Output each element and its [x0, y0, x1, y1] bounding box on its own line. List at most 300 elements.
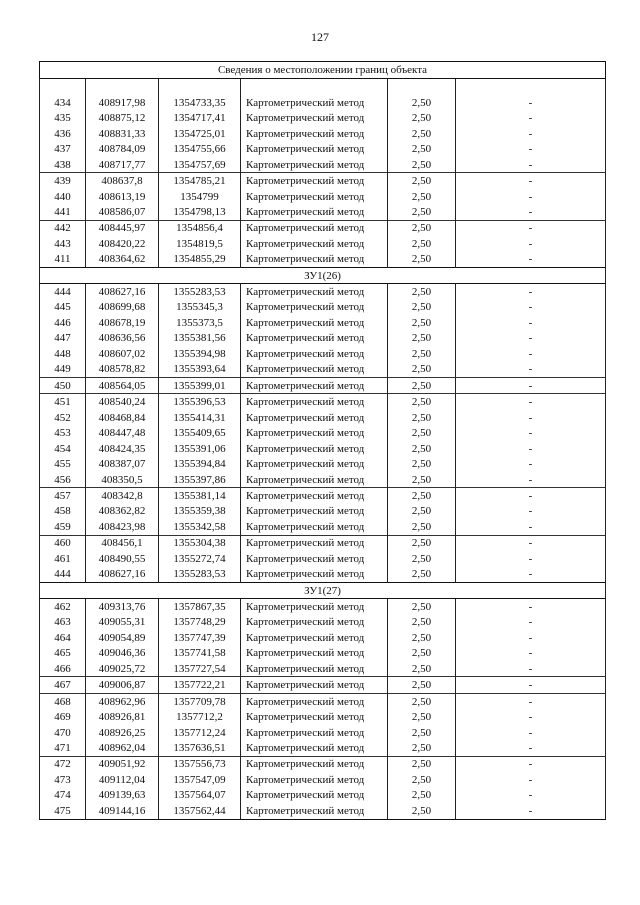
x-coordinate: 408424,35 — [86, 441, 159, 456]
note-value: - — [456, 173, 606, 189]
accuracy-value: 2,50 — [388, 661, 456, 677]
x-coordinate: 408387,07 — [86, 456, 159, 471]
determination-method: Картометрический метод — [241, 599, 388, 615]
x-coordinate: 408362,82 — [86, 504, 159, 519]
determination-method: Картометрический метод — [241, 377, 388, 393]
table-row — [40, 472, 606, 488]
y-coordinate: 1354733,35 — [159, 95, 241, 110]
point-number: 473 — [40, 772, 86, 787]
y-coordinate: 1355359,38 — [159, 504, 241, 519]
accuracy-value: 2,50 — [388, 362, 456, 378]
accuracy-value: 2,50 — [388, 551, 456, 566]
determination-method: Картометрический метод — [241, 284, 388, 300]
determination-method: Картометрический метод — [241, 141, 388, 156]
x-coordinate: 408784,09 — [86, 141, 159, 156]
point-number: 441 — [40, 204, 86, 220]
determination-method: Картометрический метод — [241, 236, 388, 251]
accuracy-value: 2,50 — [388, 709, 456, 724]
determination-method: Картометрический метод — [241, 645, 388, 660]
accuracy-value: 2,50 — [388, 645, 456, 660]
y-coordinate: 1354757,69 — [159, 157, 241, 173]
note-value: - — [456, 284, 606, 300]
note-value: - — [456, 377, 606, 393]
note-value: - — [456, 189, 606, 204]
point-number: 474 — [40, 788, 86, 803]
determination-method: Картометрический метод — [241, 677, 388, 693]
determination-method: Картометрический метод — [241, 126, 388, 141]
table-row — [40, 236, 606, 251]
x-coordinate: 409025,72 — [86, 661, 159, 677]
accuracy-value: 2,50 — [388, 677, 456, 693]
determination-method: Картометрический метод — [241, 220, 388, 236]
determination-method: Картометрический метод — [241, 173, 388, 189]
table-row — [40, 615, 606, 630]
y-coordinate: 1355345,3 — [159, 300, 241, 315]
note-value: - — [456, 677, 606, 693]
table-row — [40, 394, 606, 410]
table-caption: Сведения о местоположении границ объекта — [40, 62, 606, 79]
accuracy-value: 2,50 — [388, 504, 456, 519]
note-value: - — [456, 220, 606, 236]
determination-method: Картометрический метод — [241, 551, 388, 566]
accuracy-value: 2,50 — [388, 126, 456, 141]
note-value: - — [456, 567, 606, 583]
x-coordinate: 408564,05 — [86, 377, 159, 393]
point-number: 411 — [40, 252, 86, 268]
y-coordinate: 1354819,5 — [159, 236, 241, 251]
accuracy-value: 2,50 — [388, 456, 456, 471]
table-row — [40, 189, 606, 204]
determination-method: Картометрический метод — [241, 772, 388, 787]
y-coordinate: 1357867,35 — [159, 599, 241, 615]
note-value: - — [456, 615, 606, 630]
note-value: - — [456, 362, 606, 378]
accuracy-value: 2,50 — [388, 725, 456, 740]
note-value: - — [456, 630, 606, 645]
note-value: - — [456, 772, 606, 787]
accuracy-value: 2,50 — [388, 803, 456, 819]
point-number: 457 — [40, 488, 86, 504]
note-value: - — [456, 441, 606, 456]
accuracy-value: 2,50 — [388, 535, 456, 551]
accuracy-value: 2,50 — [388, 410, 456, 425]
x-coordinate: 408445,97 — [86, 220, 159, 236]
y-coordinate: 1357727,54 — [159, 661, 241, 677]
determination-method: Картометрический метод — [241, 567, 388, 583]
table-row — [40, 204, 606, 220]
point-number: 461 — [40, 551, 86, 566]
note-value: - — [456, 95, 606, 110]
y-coordinate: 1355399,01 — [159, 377, 241, 393]
point-number: 467 — [40, 677, 86, 693]
point-number: 466 — [40, 661, 86, 677]
table-row — [40, 725, 606, 740]
determination-method: Картометрический метод — [241, 661, 388, 677]
point-number: 475 — [40, 803, 86, 819]
table-row — [40, 630, 606, 645]
determination-method: Картометрический метод — [241, 504, 388, 519]
note-value: - — [456, 504, 606, 519]
accuracy-value: 2,50 — [388, 346, 456, 361]
note-value: - — [456, 300, 606, 315]
note-value: - — [456, 788, 606, 803]
y-coordinate: 1354798,13 — [159, 204, 241, 220]
section-header-row — [40, 268, 606, 284]
table-row — [40, 126, 606, 141]
note-value: - — [456, 756, 606, 772]
accuracy-value: 2,50 — [388, 141, 456, 156]
point-number: 448 — [40, 346, 86, 361]
determination-method: Картометрический метод — [241, 725, 388, 740]
table-row — [40, 456, 606, 471]
x-coordinate: 409054,89 — [86, 630, 159, 645]
table-row — [40, 110, 606, 125]
table-row — [40, 504, 606, 519]
determination-method: Картометрический метод — [241, 346, 388, 361]
y-coordinate: 1355396,53 — [159, 394, 241, 410]
point-number: 468 — [40, 693, 86, 709]
accuracy-value: 2,50 — [388, 788, 456, 803]
x-coordinate: 408637,8 — [86, 173, 159, 189]
determination-method: Картометрический метод — [241, 535, 388, 551]
determination-method: Картометрический метод — [241, 519, 388, 535]
note-value: - — [456, 157, 606, 173]
point-number: 446 — [40, 315, 86, 330]
table-row — [40, 519, 606, 535]
point-number: 449 — [40, 362, 86, 378]
x-coordinate: 408678,19 — [86, 315, 159, 330]
x-coordinate: 408627,16 — [86, 284, 159, 300]
table-row — [40, 157, 606, 173]
x-coordinate: 408926,25 — [86, 725, 159, 740]
accuracy-value: 2,50 — [388, 394, 456, 410]
determination-method: Картометрический метод — [241, 456, 388, 471]
determination-method: Картометрический метод — [241, 425, 388, 440]
y-coordinate: 1355272,74 — [159, 551, 241, 566]
note-value: - — [456, 141, 606, 156]
accuracy-value: 2,50 — [388, 441, 456, 456]
determination-method: Картометрический метод — [241, 362, 388, 378]
determination-method: Картометрический метод — [241, 740, 388, 756]
determination-method: Картометрический метод — [241, 803, 388, 819]
y-coordinate: 1355393,64 — [159, 362, 241, 378]
x-coordinate: 408350,5 — [86, 472, 159, 488]
table-row — [40, 677, 606, 693]
note-value: - — [456, 425, 606, 440]
y-coordinate: 1355409,65 — [159, 425, 241, 440]
point-number: 440 — [40, 189, 86, 204]
table-row — [40, 331, 606, 346]
note-value: - — [456, 725, 606, 740]
accuracy-value: 2,50 — [388, 740, 456, 756]
y-coordinate: 1355381,14 — [159, 488, 241, 504]
table-row — [40, 599, 606, 615]
x-coordinate: 408613,19 — [86, 189, 159, 204]
y-coordinate: 1355283,53 — [159, 567, 241, 583]
accuracy-value: 2,50 — [388, 377, 456, 393]
y-coordinate: 1355394,84 — [159, 456, 241, 471]
accuracy-value: 2,50 — [388, 284, 456, 300]
point-number: 472 — [40, 756, 86, 772]
x-coordinate: 408342,8 — [86, 488, 159, 504]
x-coordinate: 408926,81 — [86, 709, 159, 724]
note-value: - — [456, 456, 606, 471]
table-row — [40, 551, 606, 566]
x-coordinate: 408468,84 — [86, 410, 159, 425]
y-coordinate: 1354717,41 — [159, 110, 241, 125]
determination-method: Картометрический метод — [241, 300, 388, 315]
x-coordinate: 408627,16 — [86, 567, 159, 583]
x-coordinate: 408578,82 — [86, 362, 159, 378]
x-coordinate: 408699,68 — [86, 300, 159, 315]
accuracy-value: 2,50 — [388, 236, 456, 251]
table-row — [40, 141, 606, 156]
y-coordinate: 1354725,01 — [159, 126, 241, 141]
point-number: 465 — [40, 645, 86, 660]
table-caption-row — [40, 62, 606, 79]
table-row — [40, 567, 606, 583]
determination-method: Картометрический метод — [241, 756, 388, 772]
accuracy-value: 2,50 — [388, 472, 456, 488]
point-number: 471 — [40, 740, 86, 756]
point-number: 460 — [40, 535, 86, 551]
point-number: 452 — [40, 410, 86, 425]
determination-method: Картометрический метод — [241, 472, 388, 488]
point-number: 459 — [40, 519, 86, 535]
determination-method: Картометрический метод — [241, 488, 388, 504]
point-number: 445 — [40, 300, 86, 315]
x-coordinate: 408423,98 — [86, 519, 159, 535]
point-number: 470 — [40, 725, 86, 740]
table-row — [40, 441, 606, 456]
determination-method: Картометрический метод — [241, 331, 388, 346]
note-value: - — [456, 709, 606, 724]
point-number: 458 — [40, 504, 86, 519]
table-row — [40, 740, 606, 756]
table-row — [40, 425, 606, 440]
x-coordinate: 408875,12 — [86, 110, 159, 125]
note-value: - — [456, 331, 606, 346]
accuracy-value: 2,50 — [388, 488, 456, 504]
x-coordinate: 409313,76 — [86, 599, 159, 615]
point-number: 469 — [40, 709, 86, 724]
table-row — [40, 535, 606, 551]
y-coordinate: 1357556,73 — [159, 756, 241, 772]
note-value: - — [456, 551, 606, 566]
x-coordinate: 408586,07 — [86, 204, 159, 220]
note-value: - — [456, 126, 606, 141]
table-row — [40, 346, 606, 361]
y-coordinate: 1355397,86 — [159, 472, 241, 488]
accuracy-value: 2,50 — [388, 693, 456, 709]
accuracy-value: 2,50 — [388, 252, 456, 268]
accuracy-value: 2,50 — [388, 567, 456, 583]
note-value: - — [456, 803, 606, 819]
note-value: - — [456, 110, 606, 125]
note-value: - — [456, 645, 606, 660]
x-coordinate: 409055,31 — [86, 615, 159, 630]
accuracy-value: 2,50 — [388, 756, 456, 772]
y-coordinate: 1357741,58 — [159, 645, 241, 660]
determination-method: Картометрический метод — [241, 315, 388, 330]
y-coordinate: 1355394,98 — [159, 346, 241, 361]
y-coordinate: 1354856,4 — [159, 220, 241, 236]
point-number: 444 — [40, 567, 86, 583]
point-number: 437 — [40, 141, 86, 156]
x-coordinate: 409006,87 — [86, 677, 159, 693]
table-row — [40, 488, 606, 504]
x-coordinate: 408456,1 — [86, 535, 159, 551]
accuracy-value: 2,50 — [388, 315, 456, 330]
point-number: 444 — [40, 284, 86, 300]
section-label: ЗУ1(27) — [40, 583, 606, 599]
point-number: 439 — [40, 173, 86, 189]
note-value: - — [456, 535, 606, 551]
determination-method: Картометрический метод — [241, 709, 388, 724]
point-number: 463 — [40, 615, 86, 630]
table-row — [40, 284, 606, 300]
point-number: 451 — [40, 394, 86, 410]
y-coordinate: 1355391,06 — [159, 441, 241, 456]
point-number: 434 — [40, 95, 86, 110]
page-number: 127 — [311, 30, 329, 44]
y-coordinate: 1354755,66 — [159, 141, 241, 156]
table-row — [40, 410, 606, 425]
accuracy-value: 2,50 — [388, 173, 456, 189]
table-row — [40, 693, 606, 709]
y-coordinate: 1357562,44 — [159, 803, 241, 819]
x-coordinate: 408420,22 — [86, 236, 159, 251]
accuracy-value: 2,50 — [388, 772, 456, 787]
note-value: - — [456, 740, 606, 756]
y-coordinate: 1354799 — [159, 189, 241, 204]
determination-method: Картометрический метод — [241, 204, 388, 220]
x-coordinate: 408831,33 — [86, 126, 159, 141]
x-coordinate: 408447,48 — [86, 425, 159, 440]
determination-method: Картометрический метод — [241, 189, 388, 204]
table-row — [40, 788, 606, 803]
note-value: - — [456, 204, 606, 220]
determination-method: Картометрический метод — [241, 410, 388, 425]
determination-method: Картометрический метод — [241, 615, 388, 630]
accuracy-value: 2,50 — [388, 300, 456, 315]
note-value: - — [456, 519, 606, 535]
determination-method: Картометрический метод — [241, 157, 388, 173]
table-row — [40, 300, 606, 315]
point-number: 455 — [40, 456, 86, 471]
note-value: - — [456, 472, 606, 488]
y-coordinate: 1355304,38 — [159, 535, 241, 551]
table-row — [40, 803, 606, 819]
section-header-row — [40, 583, 606, 599]
x-coordinate: 409046,36 — [86, 645, 159, 660]
point-number: 456 — [40, 472, 86, 488]
x-coordinate: 408636,56 — [86, 331, 159, 346]
point-number: 464 — [40, 630, 86, 645]
point-number: 436 — [40, 126, 86, 141]
accuracy-value: 2,50 — [388, 599, 456, 615]
point-number: 442 — [40, 220, 86, 236]
table-row — [40, 362, 606, 378]
y-coordinate: 1357712,2 — [159, 709, 241, 724]
y-coordinate: 1354855,29 — [159, 252, 241, 268]
note-value: - — [456, 315, 606, 330]
accuracy-value: 2,50 — [388, 630, 456, 645]
y-coordinate: 1355414,31 — [159, 410, 241, 425]
point-number: 447 — [40, 331, 86, 346]
accuracy-value: 2,50 — [388, 157, 456, 173]
point-number: 454 — [40, 441, 86, 456]
table-row — [40, 252, 606, 268]
note-value: - — [456, 599, 606, 615]
accuracy-value: 2,50 — [388, 204, 456, 220]
note-value: - — [456, 410, 606, 425]
x-coordinate: 409139,63 — [86, 788, 159, 803]
y-coordinate: 1357748,29 — [159, 615, 241, 630]
x-coordinate: 408490,55 — [86, 551, 159, 566]
section-label: ЗУ1(26) — [40, 268, 606, 284]
accuracy-value: 2,50 — [388, 220, 456, 236]
point-number: 453 — [40, 425, 86, 440]
x-coordinate: 408607,02 — [86, 346, 159, 361]
accuracy-value: 2,50 — [388, 425, 456, 440]
point-number: 450 — [40, 377, 86, 393]
point-number: 438 — [40, 157, 86, 173]
point-number: 443 — [40, 236, 86, 251]
accuracy-value: 2,50 — [388, 110, 456, 125]
y-coordinate: 1357564,07 — [159, 788, 241, 803]
x-coordinate: 408917,98 — [86, 95, 159, 110]
table-row — [40, 772, 606, 787]
point-number: 435 — [40, 110, 86, 125]
point-number: 462 — [40, 599, 86, 615]
accuracy-value: 2,50 — [388, 189, 456, 204]
boundary-coordinates-table — [39, 61, 606, 820]
y-coordinate: 1354785,21 — [159, 173, 241, 189]
note-value: - — [456, 346, 606, 361]
table-spacer-row — [40, 79, 606, 96]
determination-method: Картометрический метод — [241, 630, 388, 645]
y-coordinate: 1357547,09 — [159, 772, 241, 787]
x-coordinate: 409051,92 — [86, 756, 159, 772]
accuracy-value: 2,50 — [388, 519, 456, 535]
x-coordinate: 408962,04 — [86, 740, 159, 756]
table-row — [40, 220, 606, 236]
y-coordinate: 1357636,51 — [159, 740, 241, 756]
determination-method: Картометрический метод — [241, 252, 388, 268]
accuracy-value: 2,50 — [388, 331, 456, 346]
determination-method: Картометрический метод — [241, 110, 388, 125]
y-coordinate: 1357709,78 — [159, 693, 241, 709]
table-row — [40, 661, 606, 677]
y-coordinate: 1355373,5 — [159, 315, 241, 330]
x-coordinate: 408717,77 — [86, 157, 159, 173]
table-row — [40, 95, 606, 110]
table-row — [40, 173, 606, 189]
determination-method: Картометрический метод — [241, 441, 388, 456]
note-value: - — [456, 488, 606, 504]
y-coordinate: 1355381,56 — [159, 331, 241, 346]
note-value: - — [456, 693, 606, 709]
x-coordinate: 408540,24 — [86, 394, 159, 410]
determination-method: Картометрический метод — [241, 693, 388, 709]
y-coordinate: 1357722,21 — [159, 677, 241, 693]
determination-method: Картометрический метод — [241, 95, 388, 110]
table-row — [40, 315, 606, 330]
x-coordinate: 409112,04 — [86, 772, 159, 787]
y-coordinate: 1355342,58 — [159, 519, 241, 535]
y-coordinate: 1355283,53 — [159, 284, 241, 300]
